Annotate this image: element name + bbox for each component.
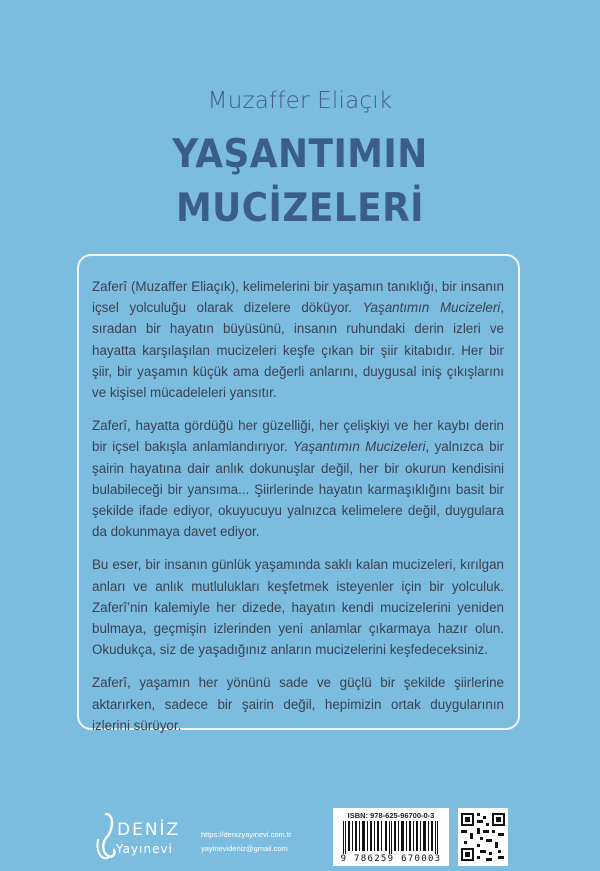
isbn-label: ISBN: 978-625-96700-0-3 [347,811,435,820]
qr-code-icon [458,808,508,866]
blurb-paragraph-4: Zaferî, yaşamın her yönünü sade ve güçlü bir şekilde şiirlerine aktarırken, sadece bir şairin değil, hepimizin ortak duygularının izlerini sürüyor. [92,675,504,733]
publisher-subtitle: Yayınevi [116,842,173,856]
blurb-p2-text-b: , yalnızca bir şairin hayatına dair anlık dokunuşlar değil, her bir okurun kendisini bulabileceği bir yansıma... Şiirlerinde hayatın karmaşıklığını basit bir şekilde ifade ediyor, okuyucuyu yalnızca kelimelere değil, duygulara da dokunmaya davet ediyor. [92,439,505,540]
publisher-email[interactable]: yayinevideniz@gmail.com [201,844,288,853]
barcode-bars [341,821,441,854]
barcode-number: 9 786259 670003 [340,854,442,864]
book-title-line-1: YAŞANTIMIN [172,132,428,177]
blurb-p2-text-a: Zaferî, hayatta gördüğü her güzelliği, her çelişkiyi ve her kaybı derin bir içsel bakışla anlamlandırıyor. [92,418,504,455]
blurb-p1-title-italic: Yaşantımın Mucizeleri [362,300,501,316]
isbn-barcode [333,808,449,866]
author-name: Muzaffer Eliaçık [207,88,393,114]
blurb-box [77,254,520,733]
blurb-paragraph-2 [92,415,504,542]
blurb-paragraph-1 [92,276,504,403]
blurb-paragraph-3: Bu eser, bir insanın günlük yaşamında saklı kalan mucizeleri, kırılgan anları ve anlık mutlulukları keşfetmek isteyenler için bir yolculuk. Zaferî’nin kalemiyle her dizede, hayatın kendi mucizelerini yeniden bulmaya, geçmişin izlerinden yeni anlamlar çıkarmaya hazır olun. Okudukça, siz de yaşadığınız anların mucizelerini keşfedeceksiniz. [92,557,504,658]
book-title-line-2: MUCİZELERİ [175,186,424,231]
blurb-p1-text-b: , sıradan bir hayatın büyüsünü, insanın ruhundaki derin izleri ve hayatta karşılaşılan mucizeleri keşfe çıkan bir şiir kitabıdır. Her bir şiir, bir yaşamın küçük ama değerli anlarını, duygusal iniş çıkışlarını ve kişisel mücadeleleri yansıtır. [92,300,505,401]
publisher-website[interactable]: https://denizyayinevi.com.tr [201,830,292,839]
blurb-p2-title-italic: Yaşantımın Mucizeleri [293,439,426,455]
qr-code[interactable] [458,808,508,866]
footer [0,808,600,870]
publisher-name: DENİZ [117,820,181,840]
blurb-p1-text-a: Zaferî (Muzaffer Eliaçık), kelimelerini bir yaşamın tanıklığı, bir insanın içsel yolculuğu olarak dizelere döküyor. [92,279,504,316]
